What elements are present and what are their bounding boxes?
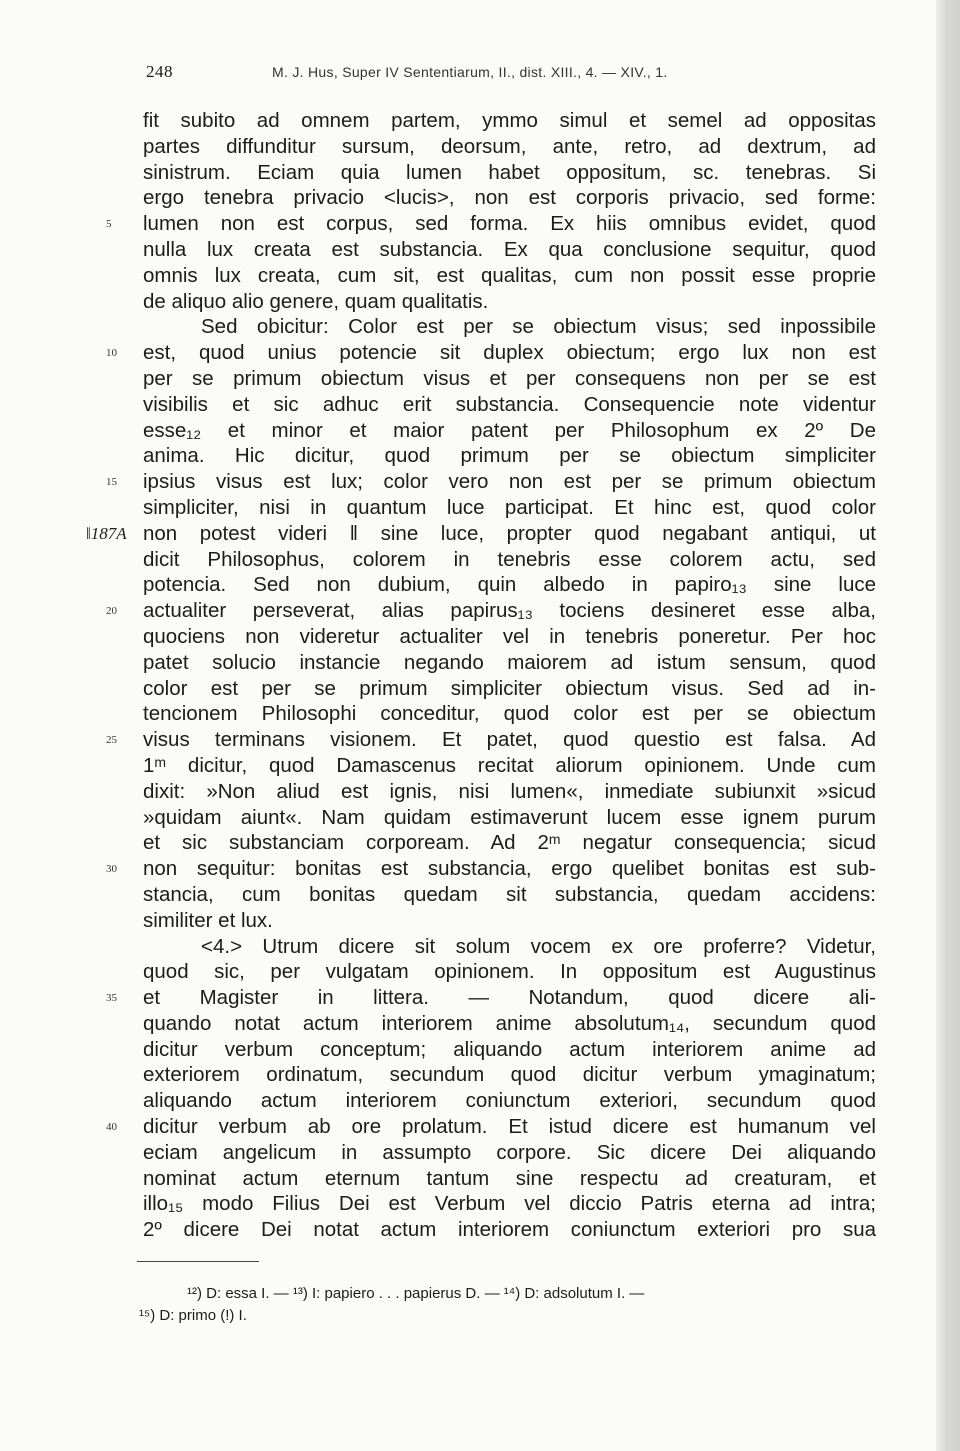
text-line — [143, 547, 876, 573]
text-line — [143, 882, 876, 908]
line-text: actualiter perseverat, alias papirus₁₃ tociens desineret esse alba, — [143, 599, 876, 623]
line-text: 2º dicere Dei notat actum interiorem coniunctum exteriori pro sua — [143, 1218, 876, 1242]
line-text: visibilis et sic adhuc erit substancia. Consequencie note videntur — [143, 392, 876, 416]
line-text: patet solucio instancie negando maiorem ad istum sensum, quod — [143, 650, 876, 674]
text-line — [143, 908, 876, 934]
line-number: 30 — [106, 863, 117, 876]
line-text: dicitur verbum ab ore prolatum. Et istud dicere est humanum vel — [143, 1115, 876, 1139]
text-line — [143, 1011, 876, 1037]
text-line — [143, 289, 876, 315]
line-text: est, quod unius potencie sit duplex obiectum; ergo lux non est — [143, 341, 876, 365]
line-text: 1ᵐ dicitur, quod Damascenus recitat aliorum opinionem. Unde cum — [143, 753, 876, 777]
text-line — [106, 211, 876, 237]
text-line — [86, 521, 876, 547]
line-text: quociens non videretur actualiter vel in tenebris poneretur. Per hoc — [143, 624, 876, 648]
text-line — [143, 108, 876, 134]
text-line — [143, 366, 876, 392]
line-text: anima. Hic dicitur, quod primum per se obiectum simpliciter — [143, 444, 876, 468]
line-text: simpliciter, nisi in quantum luce participat. Et hinc est, quod color — [143, 495, 876, 519]
line-number: 15 — [106, 476, 117, 489]
text-line — [143, 263, 876, 289]
text-line — [143, 1191, 876, 1217]
scan-edge-shadow — [936, 0, 960, 1451]
line-number: 25 — [106, 734, 117, 747]
line-text: lumen non est corpus, sed forma. Ex hiis omnibus evidet, quod — [143, 212, 876, 236]
line-text: dicitur verbum conceptum; aliquando actum interiorem anime ad — [143, 1037, 876, 1061]
text-line — [106, 985, 876, 1011]
line-number: 20 — [106, 605, 117, 618]
text-line — [143, 134, 876, 160]
line-text: tencionem Philosophi conceditur, quod color est per se obiectum — [143, 702, 876, 726]
line-text: per se primum obiectum visus et per consequens non per se est — [143, 366, 876, 390]
line-text: <4.> Utrum dicere sit solum vocem ex ore proferre? Videtur, — [201, 934, 876, 958]
line-text: sinistrum. Eciam quia lumen habet oppositum, sc. tenebras. Si — [143, 160, 876, 184]
text-line — [143, 418, 876, 444]
footnote-divider — [137, 1261, 259, 1262]
line-text: et Magister in littera. — Notandum, quod dicere ali- — [143, 986, 876, 1010]
line-text: fit subito ad omnem partem, ymmo simul et semel ad oppositas — [143, 109, 876, 132]
text-line — [143, 1062, 876, 1088]
text-line — [143, 701, 876, 727]
line-text: »quidam aiunt«. Nam quidam estimaverunt lucem esse ignem purum — [143, 805, 876, 829]
line-text: partes diffunditur sursum, deorsum, ante, retro, ad dextrum, ad — [143, 134, 876, 158]
footnote-line: ¹²) D: essa I. — ¹³) I: papiero . . . papierus D. — ¹⁴) D: adsolutum I. — — [187, 1285, 645, 1302]
text-line — [143, 1140, 876, 1166]
text-line — [106, 727, 876, 753]
text-line — [143, 314, 876, 340]
text-line — [106, 598, 876, 624]
text-line — [143, 779, 876, 805]
text-line — [143, 237, 876, 263]
line-text: illo₁₅ modo Filius Dei est Verbum vel diccio Patris eterna ad intra; — [143, 1192, 876, 1216]
line-text: et sic substanciam corpoream. Ad 2ᵐ negatur consequencia; sicud — [143, 831, 876, 855]
line-text: de aliquo alio genere, quam qualitatis. — [143, 289, 489, 313]
footnote-line: ¹⁵) D: primo (!) I. — [139, 1307, 247, 1324]
line-text: stancia, cum bonitas quedam sit substancia, quedam accidens: — [143, 882, 876, 906]
text-line — [143, 1088, 876, 1114]
line-text: potencia. Sed non dubium, quin albedo in papiro₁₃ sine luce — [143, 573, 876, 597]
line-text: similiter et lux. — [143, 908, 273, 932]
line-text: nominat actum eternum tantum sine respectu ad creaturam, et — [143, 1166, 876, 1190]
text-line — [143, 160, 876, 186]
line-number: 40 — [106, 1121, 117, 1134]
folio-marker: ‖187A — [86, 523, 127, 543]
text-line — [143, 392, 876, 418]
text-line — [106, 1114, 876, 1140]
line-text: Sed obicitur: Color est per se obiectum visus; sed inpossibile — [201, 315, 876, 339]
text-line — [143, 650, 876, 676]
line-text: omnis lux creata, cum sit, est qualitas, cum non possit esse proprie — [143, 263, 876, 287]
line-number: 5 — [106, 218, 112, 231]
line-text: quod sic, per vulgatam opinionem. In oppositum est Augustinus — [143, 960, 876, 984]
page-header — [146, 62, 786, 86]
line-text: non sequitur: bonitas est substancia, ergo quelibet bonitas est sub- — [143, 857, 876, 881]
line-number: 10 — [106, 347, 117, 360]
text-line — [143, 1217, 876, 1243]
line-text: non potest videri ‖ sine luce, propter quod negabant antiqui, ut — [143, 521, 876, 545]
text-line — [143, 753, 876, 779]
running-title: M. J. Hus, Super IV Sententiarum, II., dist. XIII., 4. — XIV., 1. — [272, 64, 668, 80]
line-text: color est per se primum simpliciter obiectum visus. Sed ad in- — [143, 676, 876, 700]
line-text: aliquando actum interiorem coniunctum exteriori, secundum quod — [143, 1089, 876, 1113]
line-text: dicit Philosophus, colorem in tenebris esse colorem actu, sed — [143, 547, 876, 571]
text-line — [143, 934, 876, 960]
line-text: ipsius visus est lux; color vero non est per se primum obiectum — [143, 470, 876, 494]
line-text: dixit: »Non aliud est ignis, nisi lumen«, inmediate subiunxit »sicud — [143, 779, 876, 803]
line-text: eciam angelicum in assumpto corpore. Sic dicere Dei aliquando — [143, 1140, 876, 1164]
text-line — [143, 185, 876, 211]
page-number: 248 — [146, 62, 173, 81]
line-text: esse₁₂ et minor et maior patent per Philosophum ex 2º De — [143, 418, 876, 442]
text-line — [143, 959, 876, 985]
text-line — [106, 340, 876, 366]
text-line — [143, 572, 876, 598]
line-number: 35 — [106, 992, 117, 1005]
text-line — [143, 495, 876, 521]
text-line — [143, 676, 876, 702]
text-line — [106, 856, 876, 882]
line-text: visus terminans visionem. Et patet, quod questio est falsa. Ad — [143, 728, 876, 752]
text-line — [143, 624, 876, 650]
line-text: quando notat actum interiorem anime absolutum₁₄, secundum quod — [143, 1011, 876, 1035]
text-line — [143, 830, 876, 856]
text-line — [143, 1037, 876, 1063]
main-text — [86, 108, 876, 1243]
text-line — [143, 443, 876, 469]
text-line — [143, 1166, 876, 1192]
text-line — [106, 469, 876, 495]
line-text: ergo tenebra privacio <lucis>, non est corporis privacio, sed forme: — [143, 186, 876, 210]
line-text: nulla lux creata est substancia. Ex qua conclusione sequitur, quod — [143, 237, 876, 261]
footnotes — [139, 1283, 869, 1327]
text-line — [143, 805, 876, 831]
line-text: exteriorem ordinatum, secundum quod dicitur verbum ymaginatum; — [143, 1063, 876, 1087]
